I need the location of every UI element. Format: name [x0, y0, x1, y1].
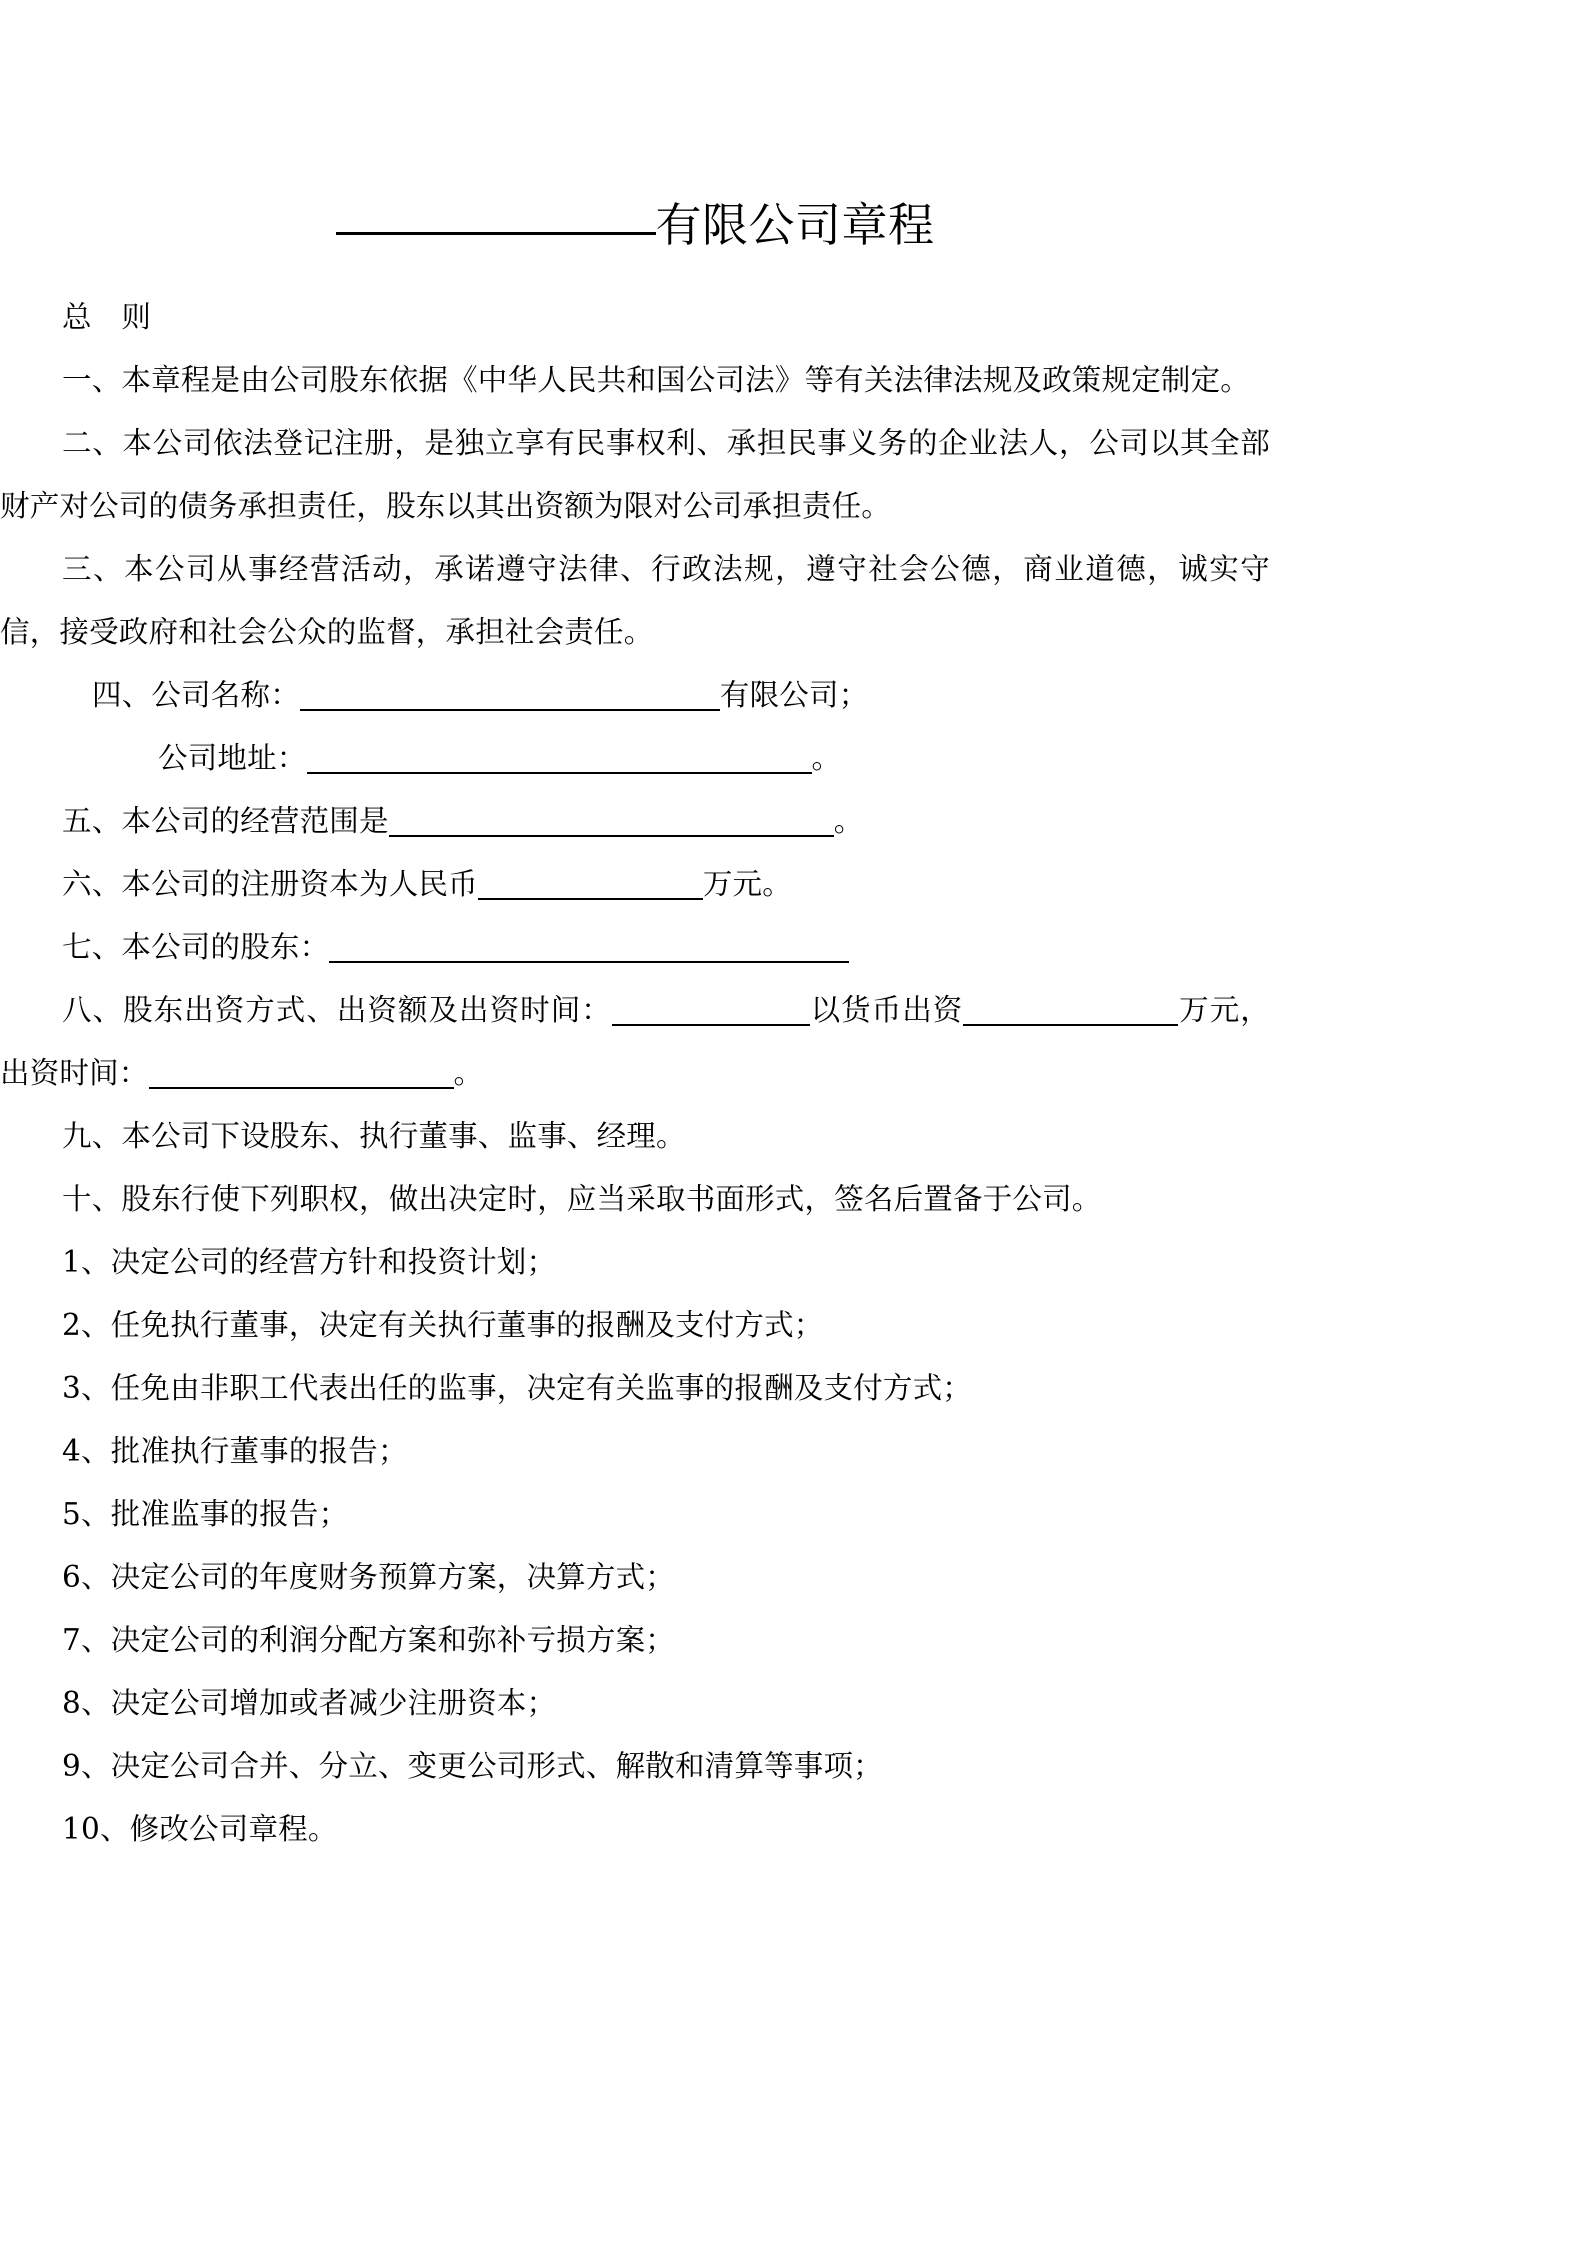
- article-8-mid1: 以货币出资: [809, 993, 964, 1027]
- page-title: [0, 198, 1270, 252]
- article-4-company-name: [0, 664, 1270, 727]
- contribution-method-blank[interactable]: [612, 994, 810, 1026]
- power-5: 5、批准监事的报告；: [62, 1497, 349, 1531]
- section-heading-general-provisions: 总 则: [62, 300, 152, 334]
- article-8-mid2: 万元，出资时间：: [0, 993, 1270, 1090]
- article-8-contribution: [0, 979, 1270, 1105]
- article-1: 一、本章程是由公司股东依据《中华人民共和国公司法》等有关法律法规及政策规定制定。: [62, 363, 1251, 397]
- shareholders-blank[interactable]: [329, 931, 849, 963]
- document-body: [0, 286, 1270, 1861]
- power-6: 6、决定公司的年度财务预算方案，决算方式；: [62, 1560, 675, 1594]
- business-scope-blank[interactable]: [389, 805, 834, 837]
- power-8: 8、决定公司增加或者减少注册资本；: [62, 1686, 557, 1720]
- article-8-suffix: 。: [453, 1056, 484, 1090]
- power-2: 2、任免执行董事，决定有关执行董事的报酬及支付方式；: [62, 1308, 824, 1342]
- article-6-suffix: 万元。: [702, 867, 792, 901]
- contribution-time-blank[interactable]: [149, 1057, 454, 1089]
- article-4-label: 四、公司名称：: [92, 678, 300, 712]
- article-8-label: 八、股东出资方式、出资额及出资时间：: [62, 993, 612, 1027]
- company-address-suffix: 。: [811, 741, 842, 775]
- power-10: 10、修改公司章程。: [62, 1812, 338, 1846]
- power-9: 9、决定公司合并、分立、变更公司形式、解散和清算等事项；: [62, 1749, 883, 1783]
- article-5-label: 五、本公司的经营范围是: [62, 804, 389, 838]
- company-address-blank[interactable]: [307, 742, 812, 774]
- article-7-label: 七、本公司的股东：: [62, 930, 330, 964]
- company-name-blank[interactable]: [300, 679, 720, 711]
- article-3: 三、本公司从事经营活动，承诺遵守法律、行政法规，遵守社会公德，商业道德，诚实守信，接受政府和社会公众的监督，承担社会责任。: [0, 552, 1270, 649]
- contribution-amount-blank[interactable]: [963, 994, 1178, 1026]
- power-1: 1、决定公司的经营方针和投资计划；: [62, 1245, 557, 1279]
- company-address-label: 公司地址：: [158, 741, 307, 775]
- power-3: 3、任免由非职工代表出任的监事，决定有关监事的报酬及支付方式；: [62, 1371, 972, 1405]
- article-10: 十、股东行使下列职权，做出决定时，应当采取书面形式，签名后置备于公司。: [62, 1182, 1102, 1216]
- registered-capital-blank[interactable]: [478, 868, 703, 900]
- company-name-title-blank[interactable]: [336, 231, 656, 235]
- power-7: 7、决定公司的利润分配方案和弥补亏损方案；: [62, 1623, 675, 1657]
- page-title-text: 有限公司章程: [655, 198, 935, 252]
- article-7-shareholders: [0, 916, 1270, 979]
- article-5-business-scope: [0, 790, 1270, 853]
- article-5-suffix: 。: [833, 804, 864, 838]
- article-4-company-address: [0, 727, 1270, 790]
- article-6-registered-capital: [0, 853, 1270, 916]
- article-2: 二、本公司依法登记注册，是独立享有民事权利、承担民事义务的企业法人，公司以其全部财产对公司的债务承担责任，股东以其出资额为限对公司承担责任。: [0, 426, 1270, 523]
- article-6-label: 六、本公司的注册资本为人民币: [62, 867, 478, 901]
- power-4: 4、批准执行董事的报告；: [62, 1434, 408, 1468]
- article-4-suffix: 有限公司；: [719, 678, 869, 712]
- article-9: 九、本公司下设股东、执行董事、监事、经理。: [62, 1119, 686, 1153]
